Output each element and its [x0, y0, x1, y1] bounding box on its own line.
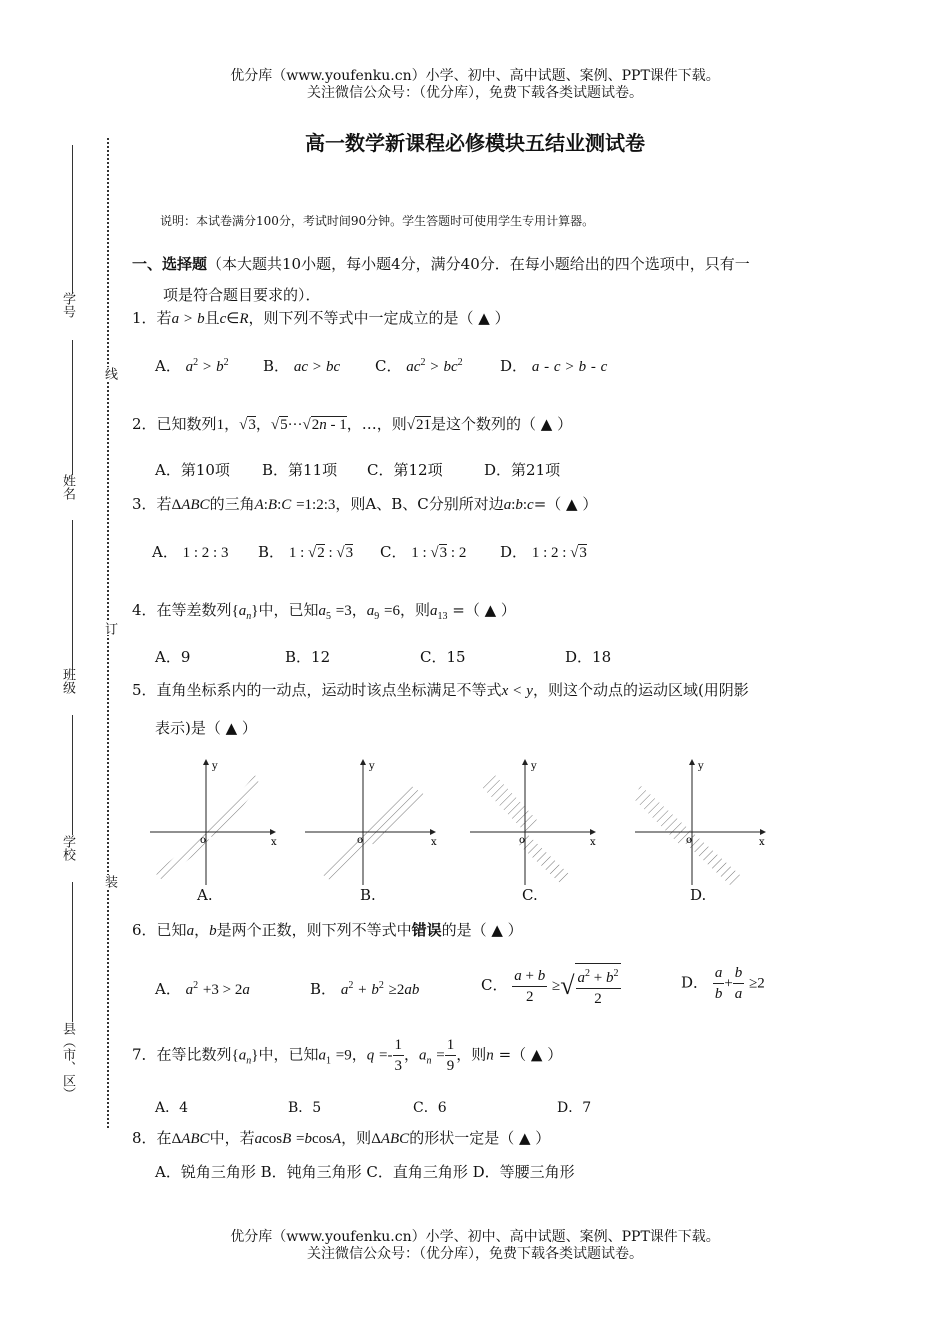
exam-note: 说明：本试卷满分100分，考试时间90分钟。学生答题时可使用学生专用计算器。: [160, 214, 595, 228]
axis-label: x: [431, 837, 437, 848]
q6-option-b[interactable]: B． $a^2 + b^2 \ge 2ab$: [310, 980, 420, 998]
binding-line: [72, 882, 73, 1022]
question-5-line-2: 表示)是（ ▲ ）: [155, 719, 257, 737]
axis-label: y: [531, 761, 537, 772]
axis-label: y: [212, 761, 218, 772]
q2-option-b[interactable]: B．第11项: [262, 461, 338, 479]
axis-label: y: [698, 761, 704, 772]
graph-b[interactable]: [305, 760, 437, 885]
q1-option-d[interactable]: D． a - c > b - c: [500, 357, 608, 375]
side-label-zhuang: 装: [102, 875, 117, 888]
q7-option-c[interactable]: C．6: [413, 1100, 447, 1116]
q5-option-c[interactable]: C.: [522, 886, 538, 904]
question-3: 3．若ΔABC的三角A:B:C =1:2:3，则A、B、C分别所对边a:b:c=（ ▲ ）: [132, 495, 598, 513]
side-label-xuehao: 学号: [60, 292, 75, 318]
q7-option-d[interactable]: D．7: [557, 1100, 592, 1116]
axis-label: x: [590, 837, 596, 848]
shade-region: [320, 832, 372, 880]
question-1: 1．若a > b且c∈R，则下列不等式中一定成立的是（ ▲ ）: [132, 309, 510, 327]
q3-option-c[interactable]: C． 1 : √3 : 2: [380, 543, 467, 561]
question-8: 8．在ΔABC中，若acosB =bcosA，则ΔABC的形状一定是（ ▲ ）: [132, 1129, 551, 1147]
footer-line-2: 关注微信公众号：（优分库），免费下载各类试题试卷。: [307, 1246, 643, 1262]
side-label-xingming: 姓名: [60, 474, 75, 500]
page-title: 高一数学新课程必修模块五结业测试卷: [305, 131, 645, 155]
origin-label: o: [357, 835, 364, 846]
axis-label: x: [759, 837, 765, 848]
side-label-ding: 订: [102, 622, 117, 635]
section-heading: [132, 253, 750, 274]
shade-region: [480, 775, 537, 832]
graph-d[interactable]: [635, 760, 765, 885]
question-2: 2．已知数列1，√3，√5···√2n - 1，…，则√21是这个数列的（ ▲ ）: [132, 415, 573, 433]
q1-option-a[interactable]: A． $a^2 > b^2$: [155, 357, 229, 375]
q6-option-d[interactable]: D． $\frac{a}{b}$ + $\frac{b}{a}$ ≥2: [681, 965, 765, 1002]
axis-label: y: [369, 761, 375, 772]
question-text: ，则下列不等式中一定成立的是（ ▲ ）: [248, 309, 510, 327]
binding-line: [72, 145, 73, 293]
graph-c[interactable]: [470, 760, 596, 885]
footer-line-1: 优分库（www.youfenku.cn）小学、初中、高中试题、案例、PPT课件下载。: [230, 1229, 720, 1245]
section-desc-1: （本大题共10小题，每小题4分，满分40分．在每小题给出的四个选项中，只有一: [207, 255, 750, 273]
q5-graphs: [140, 755, 780, 905]
question-6: 6．已知a，b是两个正数，则下列不等式中错误的是（ ▲ ）: [132, 921, 523, 939]
section-title: 一、选择题: [132, 255, 208, 273]
shade-region: [635, 785, 692, 845]
origin-label: o: [200, 835, 207, 846]
q2-option-d[interactable]: D．第21项: [484, 461, 561, 479]
q1-option-b[interactable]: B． ac > bc: [263, 357, 341, 375]
question-number: 1．: [132, 309, 157, 327]
q2-option-c[interactable]: C．第12项: [367, 461, 443, 479]
q4-option-a[interactable]: A．9: [155, 648, 191, 666]
question-7: 7．在等比数列$\{a_n\}$中，已知$a_1 =9$，q =- $\frac{1}{3}$ ，$a_n$ = $\frac{1}{9}$ ，则n =（ ▲ ）: [132, 1037, 563, 1074]
question-text: 且: [204, 309, 220, 327]
header-line-1: 优分库（www.youfenku.cn）小学、初中、高中试题、案例、PPT课件下载。: [230, 68, 720, 84]
side-label-xian: 线: [102, 367, 117, 380]
header-line-2: 关注微信公众号：（优分库），免费下载各类试题试卷。: [307, 85, 643, 101]
q6-option-c[interactable]: C． $\frac{a + b}{2}$ ≥√ $\frac{a^2 + b^2}{2}$: [481, 963, 621, 1009]
q2-option-a[interactable]: A．第10项: [155, 461, 230, 479]
side-label-xuexiao: 学校: [60, 835, 75, 861]
binding-line: [72, 715, 73, 835]
axis-label: x: [271, 837, 277, 848]
q7-option-a[interactable]: A．4: [155, 1100, 189, 1116]
shade-region: [363, 785, 425, 847]
q7-option-b[interactable]: B．5: [288, 1100, 322, 1116]
q4-option-b[interactable]: B．12: [285, 648, 331, 666]
q3-option-b[interactable]: B． 1 : √2 : √3: [258, 543, 354, 561]
q8-options[interactable]: A．锐角三角形 B．钝角三角形 C．直角三角形 D．等腰三角形: [155, 1163, 575, 1181]
q3-option-d[interactable]: D． 1 : 2 : √3: [500, 543, 587, 561]
question-text: 若: [156, 309, 172, 327]
side-label-banji: 班级: [60, 668, 75, 694]
question-5: 5．直角坐标系内的一动点，运动时该点坐标满足不等式x < y，则这个动点的运动区域(用阴影: [132, 681, 749, 699]
binding-line: [72, 340, 73, 475]
section-desc-2: 项是符合题目要求的）．: [163, 286, 321, 304]
q3-option-a[interactable]: A． 1 : 2 : 3: [152, 543, 229, 561]
shade-region: [685, 832, 740, 885]
graph-a[interactable]: [150, 760, 277, 885]
q5-option-d[interactable]: D.: [690, 886, 707, 904]
side-label-county: 县（市、区）: [60, 1022, 75, 1100]
q4-option-d[interactable]: D．18: [565, 648, 612, 666]
q4-option-c[interactable]: C．15: [420, 648, 466, 666]
origin-label: o: [686, 835, 693, 846]
q1-option-c[interactable]: C． $ac^2 > bc^2$: [375, 357, 463, 375]
q5-option-a[interactable]: A.: [197, 886, 213, 904]
q5-option-b[interactable]: B.: [360, 886, 376, 904]
question-4: 4．在等差数列$\{a_n\}$中，已知$a_5 =3$，$a_9 =6$，则$a_{13}$ =（ ▲ ）: [132, 601, 516, 622]
q6-option-a[interactable]: A． $a^2 +3 > 2a$: [155, 980, 250, 998]
binding-line: [72, 520, 73, 670]
origin-label: o: [519, 835, 526, 846]
